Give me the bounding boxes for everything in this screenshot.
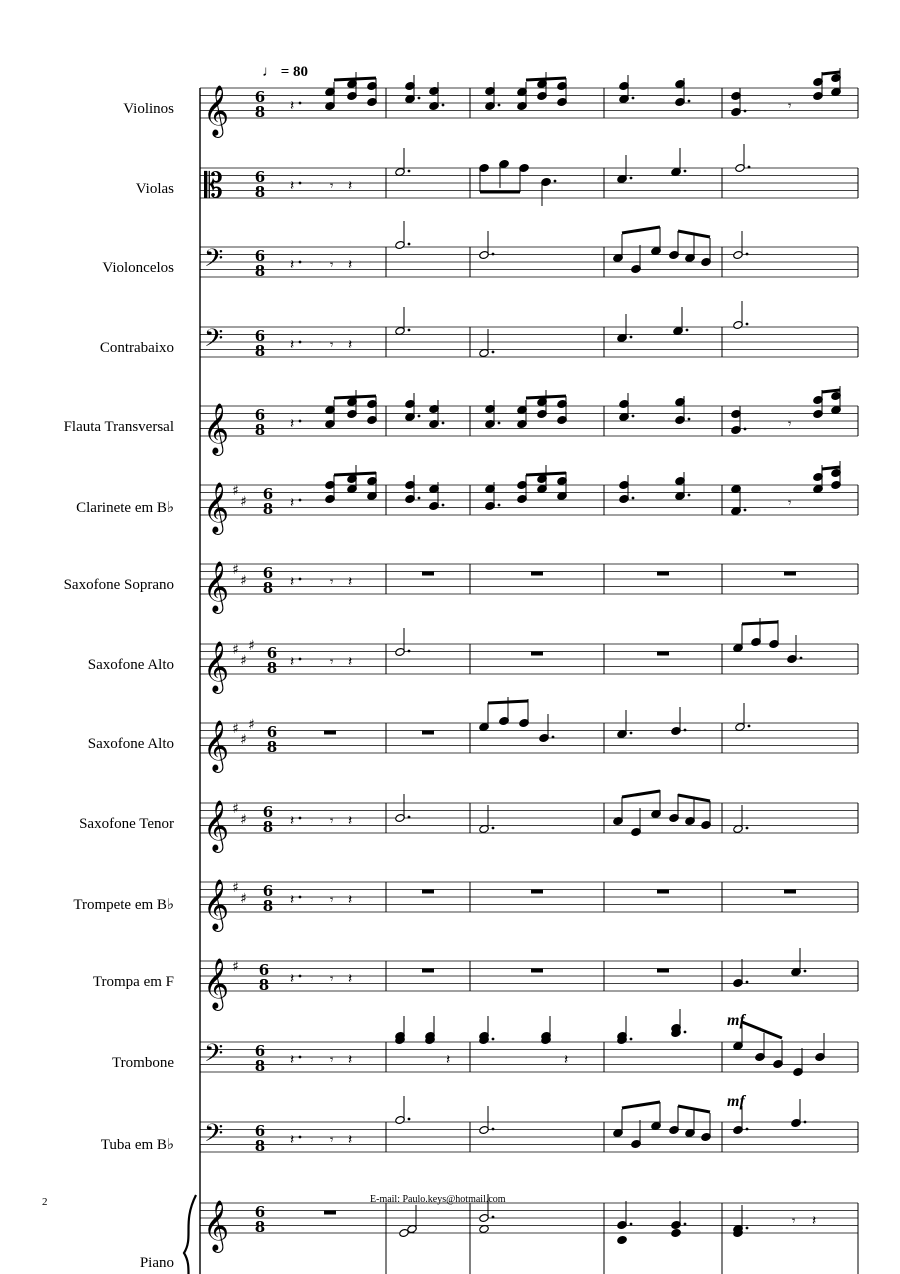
quarter-rest-icon: 𝄽 [290,654,295,670]
whole-rest [531,572,543,576]
staff-15 [200,1203,858,1233]
sharp-icon: ♯ [240,812,247,828]
time-sig-bottom: 8 [258,976,270,994]
dot [408,1118,411,1121]
beam [742,1022,782,1038]
eighth-rest-icon: 𝄾 [330,338,334,353]
instrument-label-trombone: Trombone [112,1055,174,1071]
time-sig-top: 6 [262,485,274,503]
dot [418,97,421,100]
whole-rest [657,652,669,656]
treble-clef-icon: 𝄞 [203,720,230,771]
dot [632,415,635,418]
quarter-rest-icon: 𝄽 [812,1213,817,1229]
time-sig-bottom: 8 [254,421,266,439]
page-number: 2 [42,1196,48,1208]
instrument-label-trompete: Trompete em B♭ [73,897,174,913]
beam [526,78,566,80]
quarter-rest-icon: 𝄽 [290,574,295,590]
dot [408,329,411,332]
dot [630,732,633,735]
sharp-icon: ♯ [232,959,239,975]
dot [746,981,749,984]
time-sig-top: 6 [258,961,270,979]
instrument-label-sax-soprano: Saxofone Soprano [63,577,174,593]
eighth-rest-icon: 𝄾 [330,179,334,194]
time-sig-bottom: 8 [254,183,266,201]
time-sig-bottom: 8 [254,1137,266,1155]
piano-brace-icon [184,1195,196,1274]
time-sig-top: 6 [254,1203,266,1221]
staff-9 [200,723,858,753]
eighth-rest-icon: 𝄾 [330,972,334,987]
time-sig-top: 6 [254,247,266,265]
bass-clef-icon: 𝄢 [204,244,224,279]
dot [408,650,411,653]
beam [526,396,566,398]
quarter-rest-icon: 𝄽 [290,813,295,829]
dot [632,97,635,100]
quarter-rest-icon: 𝄽 [348,257,353,273]
time-sig-bottom: 8 [262,897,274,915]
whole-rest [657,890,669,894]
treble-clef-icon: 𝄞 [203,85,230,136]
time-sig-bottom: 8 [254,1057,266,1075]
treble-clef-icon: 𝄞 [203,1200,230,1251]
dot [746,827,749,830]
dot [684,170,687,173]
dot [498,104,501,107]
dot [684,1031,687,1034]
dot [299,658,302,661]
note-head [617,1235,627,1244]
dot [800,657,803,660]
dot [632,497,635,500]
sharp-icon: ♯ [240,494,247,510]
beam [622,227,660,233]
treble-clef-icon: 𝄞 [203,800,230,851]
dot [299,817,302,820]
whole-rest [422,572,434,576]
eighth-rest-icon: 𝄾 [788,99,792,114]
eighth-rest-icon: 𝄾 [788,496,792,511]
bass-clef-icon: 𝄢 [204,1119,224,1154]
instrument-label-tuba: Tuba em B♭ [100,1137,174,1153]
treble-clef-icon: 𝄞 [203,561,230,612]
time-sig-top: 6 [254,406,266,424]
eighth-rest-icon: 𝄾 [330,814,334,829]
dot [630,336,633,339]
sharp-icon: ♯ [232,880,239,896]
dot [492,827,495,830]
dot [552,736,555,739]
quarter-rest-icon: 𝄽 [290,971,295,987]
quarter-rest-icon: 𝄽 [348,654,353,670]
dot [746,1227,749,1230]
beam [334,473,376,475]
quarter-rest-icon: 𝄽 [348,337,353,353]
dot [554,180,557,183]
dot [492,1128,495,1131]
time-sig-top: 6 [266,644,278,662]
dot [744,110,747,113]
quarter-rest-icon: 𝄽 [564,1052,569,1068]
treble-clef-icon: 𝄞 [203,958,230,1009]
sharp-icon: ♯ [240,732,247,748]
whole-rest [422,969,434,973]
quarter-rest-icon: 𝄽 [290,1052,295,1068]
time-sig-bottom: 8 [254,103,266,121]
dot [442,504,445,507]
time-sig-top: 6 [254,88,266,106]
quarter-rest-icon: 𝄽 [348,1132,353,1148]
quarter-rest-icon: 𝄽 [290,416,295,432]
dot [408,816,411,819]
whole-rest [531,969,543,973]
whole-rest [324,1211,336,1215]
whole-rest [657,969,669,973]
dot [746,323,749,326]
quarter-rest-icon: 𝄽 [348,813,353,829]
dot [492,1216,495,1219]
dot [746,253,749,256]
beam [822,467,840,469]
quarter-rest-icon: 𝄽 [348,178,353,194]
dot [418,415,421,418]
time-sig-bottom: 8 [262,500,274,518]
sharp-icon: ♯ [232,562,239,578]
dot [748,725,751,728]
beam [622,791,660,797]
dot [746,1128,749,1131]
dot [492,253,495,256]
time-sig-top: 6 [254,1122,266,1140]
beam [742,622,778,624]
sharp-icon: ♯ [248,638,255,654]
dot [744,428,747,431]
dot [804,1121,807,1124]
dot [299,102,302,105]
time-sig-top: 6 [262,564,274,582]
beam [622,1102,660,1108]
time-sig-bottom: 8 [254,342,266,360]
tempo-marking: ♩ = 80 [262,64,309,80]
time-sig-bottom: 8 [254,262,266,280]
footer-email: E-mail: Paulo.keys@hotmail.com [370,1194,506,1205]
eighth-rest-icon: 𝄾 [330,1053,334,1068]
whole-rest [324,731,336,735]
sharp-icon: ♯ [240,653,247,669]
quarter-rest-icon: 𝄽 [290,495,295,511]
eighth-rest-icon: 𝄾 [792,1214,796,1229]
dynamic-mf-tuba: mf [727,1093,745,1110]
dot [630,177,633,180]
bass-clef-icon: 𝄢 [204,1039,224,1074]
dot [688,494,691,497]
sharp-icon: ♯ [232,483,239,499]
bass-clef-icon: 𝄢 [204,324,224,359]
sharp-icon: ♯ [248,717,255,733]
time-sig-top: 6 [254,168,266,186]
time-sig-bottom: 8 [266,738,278,756]
dot [492,351,495,354]
dot [630,1223,633,1226]
sharp-icon: ♯ [240,891,247,907]
time-sig-bottom: 8 [254,1218,266,1236]
dot [684,1223,687,1226]
sharp-icon: ♯ [232,721,239,737]
dot [744,509,747,512]
dot [804,970,807,973]
instrument-label-sax-alto-1: Saxofone Alto [87,657,174,673]
dynamic-mf-trombone: mf [727,1012,745,1029]
dot [299,896,302,899]
instrument-label-violas: Violas [135,181,174,197]
quarter-rest-icon: 𝄽 [290,178,295,194]
dot [498,504,501,507]
time-sig-top: 6 [262,882,274,900]
dot [299,341,302,344]
instrument-label-flauta: Flauta Transversal [63,419,174,435]
quarter-rest-icon: 𝄽 [446,1052,451,1068]
treble-clef-icon: 𝄞 [203,482,230,533]
dot [492,1038,495,1041]
eighth-rest-icon: 𝄾 [330,655,334,670]
dot [299,499,302,502]
instrument-label-violoncelos: Violoncelos [102,260,174,276]
dot [299,1056,302,1059]
quarter-rest-icon: 𝄽 [348,971,353,987]
dot [418,497,421,500]
instrument-label-contrabaixo: Contrabaixo [99,340,174,356]
sharp-icon: ♯ [240,573,247,589]
whole-rest [784,890,796,894]
dot [299,261,302,264]
dot [442,422,445,425]
note-head [671,1228,681,1237]
eighth-rest-icon: 𝄾 [330,1133,334,1148]
beam [334,78,376,80]
dot [299,578,302,581]
time-sig-top: 6 [262,803,274,821]
whole-rest [657,572,669,576]
quarter-rest-icon: 𝄽 [348,1052,353,1068]
instrument-label-sax-tenor: Saxofone Tenor [79,816,174,832]
dot [299,975,302,978]
whole-rest [531,652,543,656]
quarter-rest-icon: 𝄽 [290,337,295,353]
dot [688,418,691,421]
dot [299,1136,302,1139]
dot [686,329,689,332]
time-sig-bottom: 8 [266,659,278,677]
dot [498,422,501,425]
dot [688,100,691,103]
whole-rest [422,890,434,894]
time-sig-top: 6 [254,327,266,345]
instrument-label-violinos: Violinos [123,101,174,117]
quarter-rest-icon: 𝄽 [348,574,353,590]
quarter-rest-icon: 𝄽 [290,98,295,114]
time-sig-top: 6 [254,1042,266,1060]
eighth-rest-icon: 𝄾 [330,258,334,273]
instrument-label-clarinete: Clarinete em B♭ [76,500,174,516]
quarter-rest-icon: 𝄽 [348,892,353,908]
dot [299,420,302,423]
dot [684,729,687,732]
dot [408,170,411,173]
quarter-rest-icon: 𝄽 [290,1132,295,1148]
dot [630,1038,633,1041]
beam [822,72,840,74]
dot [442,104,445,107]
instrument-label-trompa: Trompa em F [92,974,174,990]
beam [488,701,528,703]
time-sig-bottom: 8 [262,818,274,836]
treble-clef-icon: 𝄞 [203,403,230,454]
beam [526,473,566,475]
sharp-icon: ♯ [232,642,239,658]
dot [748,166,751,169]
instrument-label-piano: Piano [139,1255,174,1271]
beam [334,396,376,398]
treble-clef-icon: 𝄞 [203,641,230,692]
time-sig-top: 6 [266,723,278,741]
alto-clef-icon: 𝄡 [204,166,223,206]
beam [822,390,840,392]
dot [408,243,411,246]
dot [299,182,302,185]
instrument-label-sax-alto-2: Saxofone Alto [87,736,174,752]
sharp-icon: ♯ [232,801,239,817]
eighth-rest-icon: 𝄾 [788,417,792,432]
quarter-rest-icon: 𝄽 [290,257,295,273]
treble-clef-icon: 𝄞 [203,879,230,930]
eighth-rest-icon: 𝄾 [330,575,334,590]
whole-rest [531,890,543,894]
time-sig-bottom: 8 [262,579,274,597]
eighth-rest-icon: 𝄾 [330,893,334,908]
whole-rest [422,731,434,735]
whole-rest [784,572,796,576]
quarter-rest-icon: 𝄽 [290,892,295,908]
